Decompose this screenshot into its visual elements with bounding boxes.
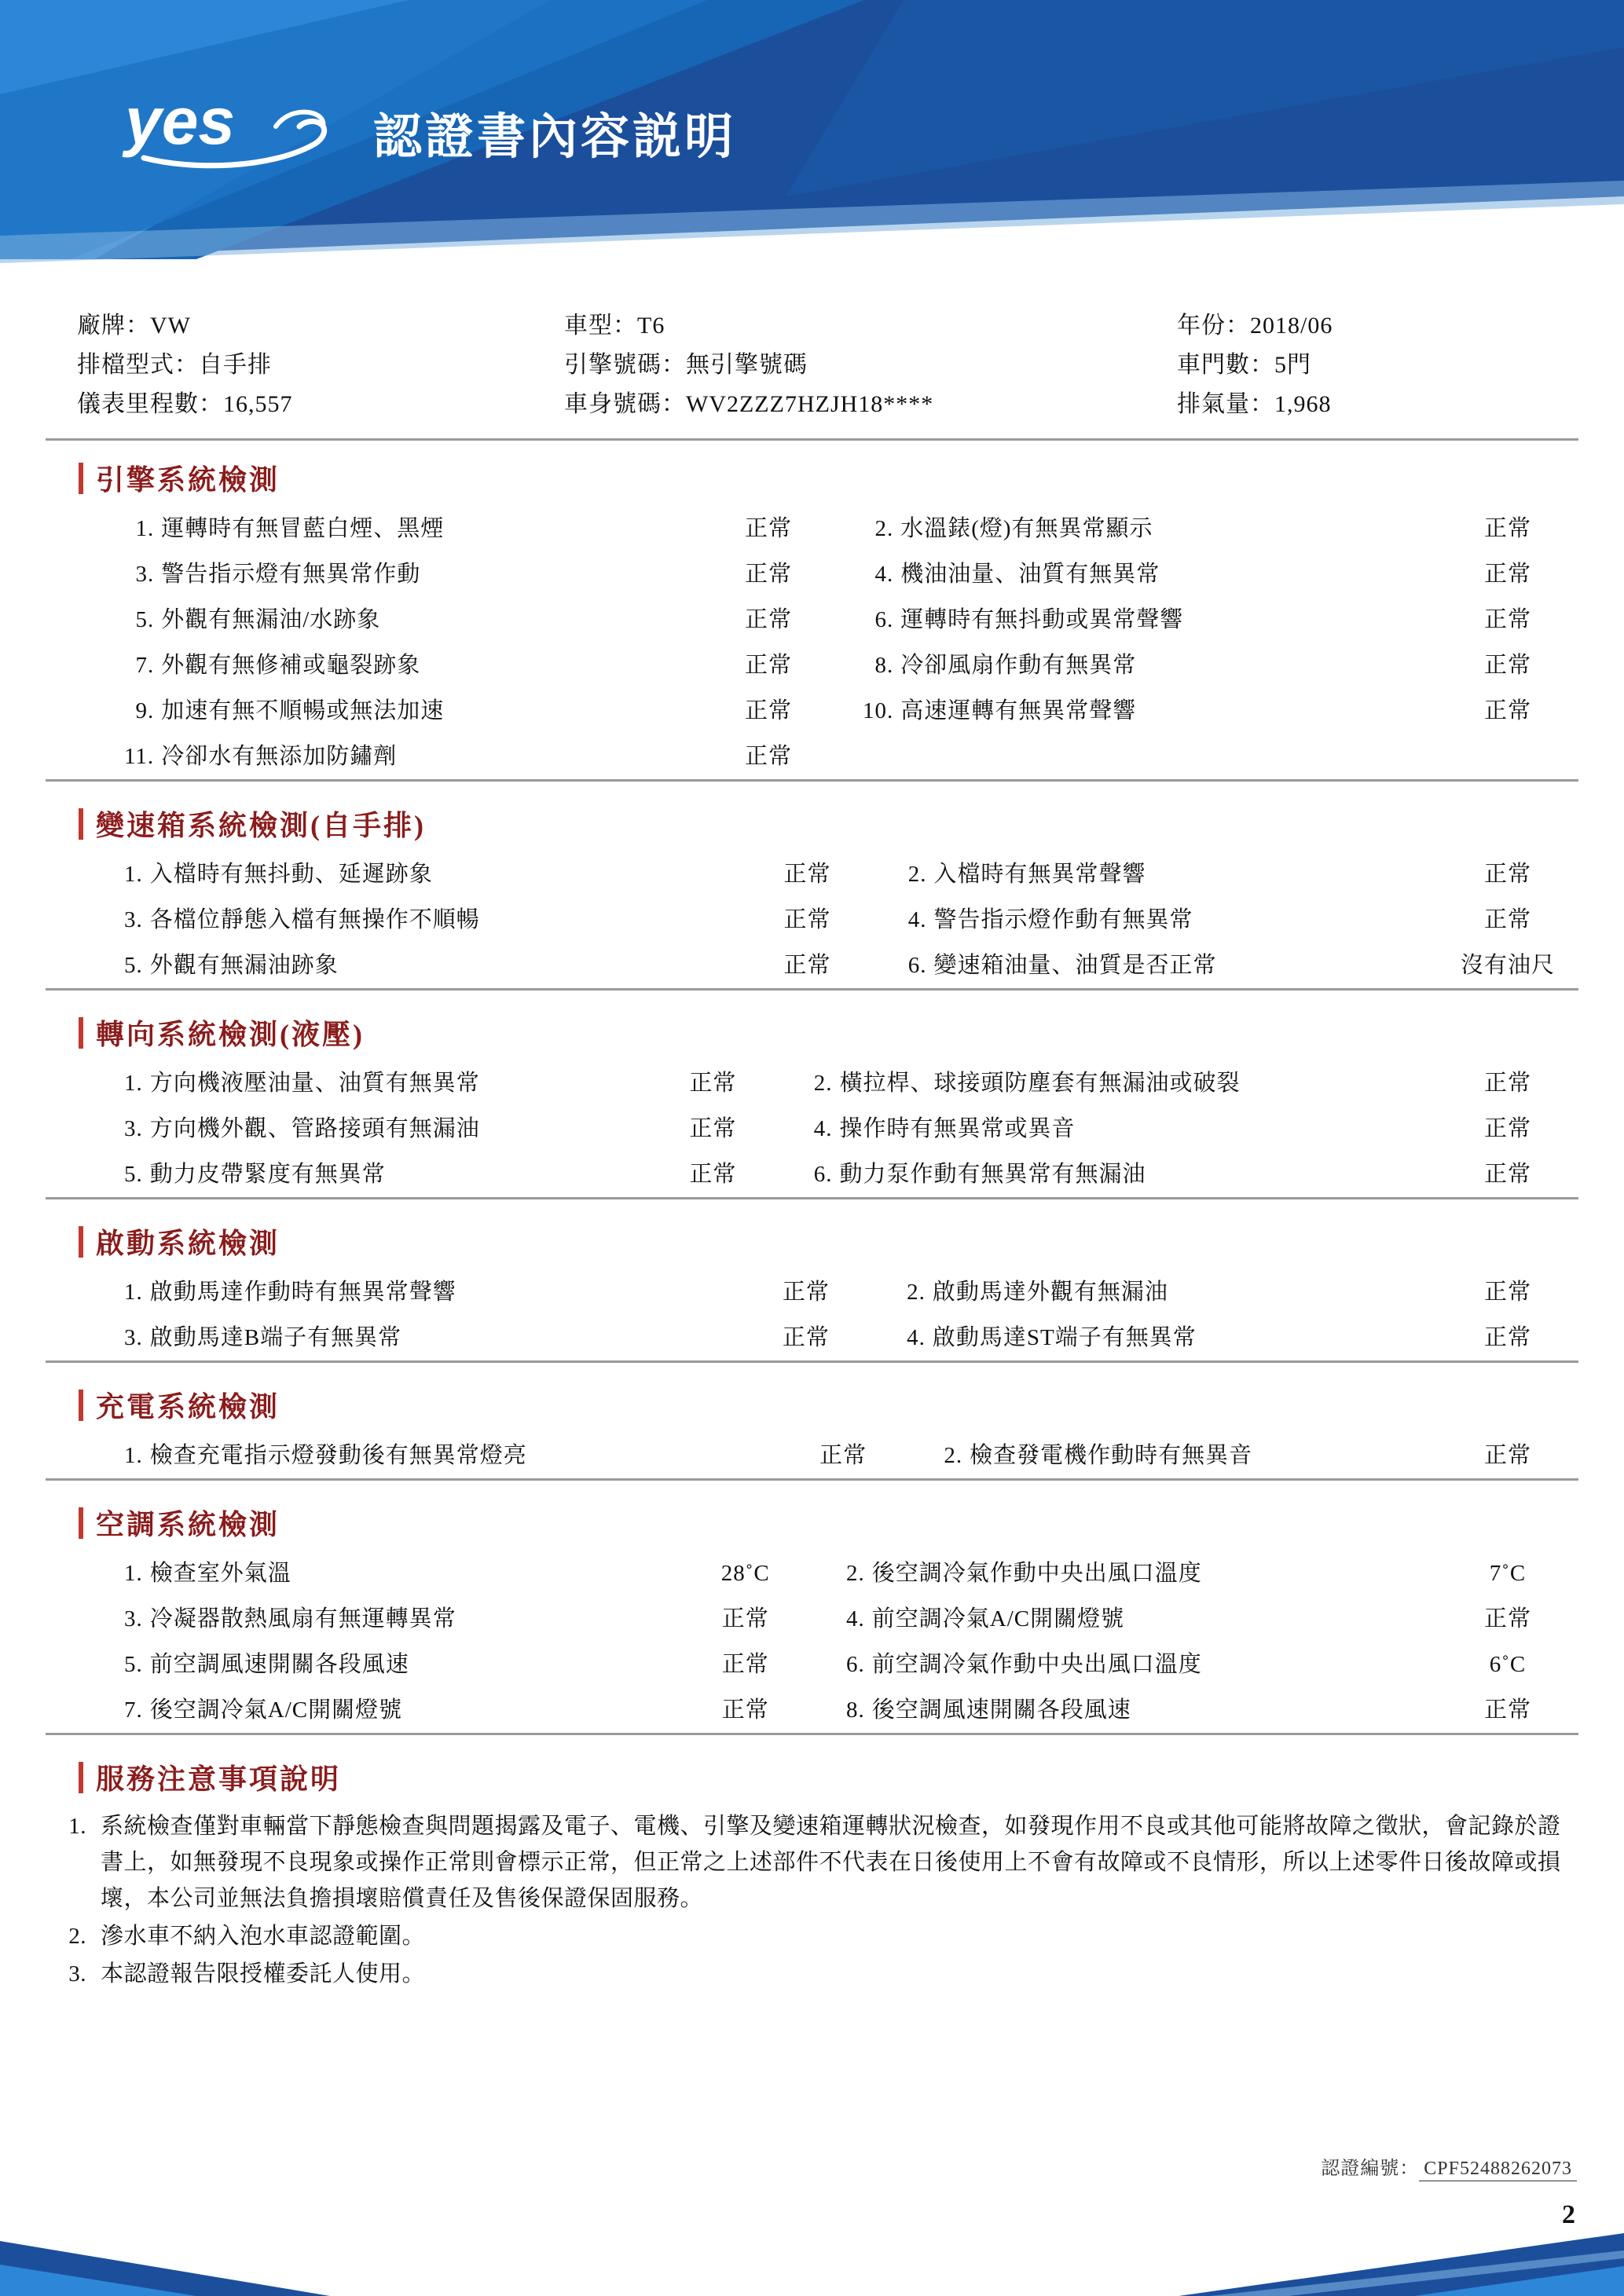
item-label: 動力皮帶緊度有無異常	[149, 1162, 386, 1187]
section-accent-bar	[79, 1017, 83, 1049]
item-value: 正常	[744, 562, 792, 587]
item-value: 正常	[1483, 1116, 1531, 1141]
section-accent-bar	[79, 1507, 83, 1539]
item-value: 正常	[744, 653, 792, 678]
item-label: 運轉時有無冒藍白煙、黑煙	[161, 516, 445, 541]
vehicle-info-displacement: 排氣量：1,968	[1177, 391, 1332, 417]
item-label: 加速有無不順暢或無法加速	[161, 698, 445, 723]
section-header-charging	[46, 1368, 1578, 1433]
section-header-aircon	[46, 1485, 1578, 1551]
list-item	[46, 1808, 1578, 1917]
item-value: 正常	[1483, 1071, 1531, 1096]
item-label: 冷卻風扇作動有無異常	[900, 653, 1137, 678]
vehicle-info-model: 車型：T6	[564, 313, 665, 339]
item-label: 啟動馬達作動時有無異常聲響	[149, 1280, 456, 1305]
item-value: 正常	[1483, 1325, 1531, 1350]
item-number: 8.	[846, 1697, 865, 1723]
item-label: 警告指示燈作動有無異常	[933, 907, 1193, 932]
item-value: 正常	[1483, 653, 1531, 678]
item-label: 運轉時有無抖動或異常聲響	[900, 607, 1184, 632]
item-number: 3.	[135, 562, 155, 587]
yes-logo	[122, 82, 350, 177]
item-label: 啟動馬達外觀有無漏油	[932, 1280, 1168, 1305]
item-value: 正常	[689, 1116, 737, 1141]
item-value: 正常	[1483, 907, 1531, 932]
table-row	[46, 897, 1578, 943]
note-text: 系統檢查僅對車輛當下靜態檢查與問題揭露及電子、電機、引擎及變速箱運轉狀況檢查，如發現作用不良或其他可能將故障之徵狀，會記錄於證書上，如無發現不良現象或操作正常則會標示正常，但正常之上述部件不代表在日後使用上不會有故障或不良情形，所以上述零件日後故障或損壞，本公司並無法負擔損壞賠償責任及售後保證保固服務。	[101, 1814, 1561, 1911]
table-row	[46, 551, 1578, 597]
vehicle-info	[46, 291, 1578, 441]
item-value: 正常	[1483, 862, 1531, 887]
item-value: 正常	[744, 516, 792, 541]
item-label: 檢查發電機作動時有無異音	[970, 1443, 1253, 1468]
section-header-starter	[46, 1204, 1578, 1269]
section-accent-bar	[79, 808, 83, 840]
item-label: 各檔位靜態入檔有無操作不順暢	[149, 907, 480, 932]
item-number: 1.	[124, 862, 143, 887]
document-body	[0, 291, 1624, 1994]
item-value: 正常	[744, 698, 792, 723]
certificate-number-label: 認證編號：	[1321, 2159, 1420, 2179]
item-label: 前空調風速開關各段風速	[149, 1652, 409, 1677]
vehicle-info-mileage: 儀表里程數：16,557	[77, 391, 293, 417]
document-title: 認證書內容説明	[373, 107, 737, 165]
item-value: 正常	[721, 1606, 769, 1631]
item-label: 後空調冷氣作動中央出風口溫度	[871, 1561, 1202, 1586]
item-value: 正常	[1483, 698, 1531, 723]
item-number: 8.	[874, 653, 894, 678]
item-label: 方向機液壓油量、油質有無異常	[149, 1071, 480, 1096]
list-item	[46, 1956, 1578, 1992]
item-label: 入檔時有無異常聲響	[933, 862, 1146, 887]
section-title-charging: 充電系統檢測	[96, 1391, 280, 1423]
table-row	[46, 688, 1578, 734]
vehicle-info-col-2	[564, 306, 1177, 424]
section-title-engine: 引擎系統檢測	[96, 464, 280, 496]
item-label: 冷凝器散熱風扇有無運轉異常	[149, 1606, 456, 1631]
item-value: 正常	[1483, 1443, 1531, 1468]
item-number: 2.	[907, 862, 927, 887]
item-value: 正常	[783, 862, 831, 887]
section-title-aircon: 空調系統檢測	[96, 1509, 280, 1540]
item-value: 正常	[721, 1652, 769, 1677]
item-value: 正常	[1483, 1280, 1531, 1305]
item-value: 正常	[782, 1280, 830, 1305]
item-number	[839, 734, 900, 781]
item-value: 正常	[1483, 1606, 1531, 1631]
table-row	[46, 506, 1578, 551]
section-accent-bar	[79, 463, 83, 494]
item-value: 正常	[782, 1325, 830, 1350]
item-label: 動力泵作動有無異常有無漏油	[839, 1162, 1146, 1187]
table-row	[46, 1687, 1578, 1734]
table-row	[46, 851, 1578, 897]
item-number: 5.	[124, 1162, 143, 1187]
item-number: 5.	[135, 607, 155, 632]
note-number: 2.	[68, 1924, 86, 1949]
brand-lockup	[122, 75, 907, 185]
table-row	[46, 1642, 1578, 1687]
item-label	[900, 734, 1437, 781]
item-value: 正常	[744, 607, 792, 632]
table-row	[46, 597, 1578, 643]
item-value: 正常	[1483, 516, 1531, 541]
item-label: 機油油量、油質有無異常	[900, 562, 1160, 587]
item-number: 2.	[907, 1280, 926, 1305]
items-table-steering	[46, 1060, 1578, 1199]
item-number: 3.	[124, 907, 143, 932]
item-value: 正常	[744, 744, 792, 769]
item-number: 11.	[124, 744, 155, 769]
item-value: 正常	[783, 953, 831, 978]
item-label: 後空調風速開關各段風速	[871, 1697, 1131, 1723]
note-text: 滲水車不納入泡水車認證範圍。	[101, 1924, 426, 1949]
section-title-steering: 轉向系統檢測(液壓)	[96, 1019, 365, 1050]
section-title-transmission: 變速箱系統檢測(自手排)	[96, 810, 426, 841]
items-table-aircon	[46, 1551, 1578, 1735]
table-row	[46, 1315, 1578, 1362]
section-accent-bar	[79, 1390, 83, 1421]
item-label: 操作時有無異常或異音	[839, 1116, 1076, 1141]
table-row	[46, 1269, 1578, 1315]
item-number: 4.	[813, 1116, 833, 1141]
certificate-number-value: CPF52488262073	[1419, 2159, 1577, 2181]
certificate-number	[1321, 2152, 1577, 2180]
table-row	[46, 1596, 1578, 1642]
items-table-starter	[46, 1269, 1578, 1363]
item-number: 4.	[846, 1606, 865, 1631]
vehicle-info-year: 年份：2018/06	[1177, 313, 1333, 339]
items-table-charging	[46, 1433, 1578, 1481]
item-number: 1.	[124, 1443, 143, 1468]
note-number: 3.	[68, 1961, 86, 1987]
item-number: 2.	[944, 1443, 963, 1468]
section-title-starter: 啟動系統檢測	[96, 1228, 280, 1259]
svg-text:yes: yes	[125, 84, 236, 158]
items-table-engine	[46, 506, 1578, 782]
table-row	[46, 1551, 1578, 1596]
vehicle-info-vin: 車身號碼：WV2ZZZ7HZJH18****	[564, 391, 934, 417]
vehicle-info-col-3	[1177, 306, 1547, 424]
item-number: 6.	[846, 1652, 865, 1677]
vehicle-info-doors: 車門數：5門	[1177, 352, 1311, 378]
item-value: 正常	[1483, 607, 1531, 632]
note-number: 1.	[68, 1814, 86, 1839]
item-number: 4.	[874, 562, 894, 587]
item-value	[1437, 734, 1578, 781]
footer-graphic	[0, 2210, 1624, 2296]
table-row	[46, 1106, 1578, 1152]
item-number: 5.	[124, 1652, 143, 1677]
section-accent-bar	[79, 1226, 83, 1258]
page-footer	[0, 2210, 1624, 2296]
item-label: 後空調冷氣A/C開關燈號	[149, 1697, 403, 1723]
item-value: 7˚C	[1489, 1561, 1527, 1586]
item-number: 5.	[124, 953, 143, 978]
table-row	[46, 734, 1578, 781]
table-row	[46, 643, 1578, 688]
item-label: 外觀有無修補或龜裂跡象	[161, 653, 421, 678]
item-number: 3.	[124, 1116, 143, 1141]
item-label: 警告指示燈有無異常作動	[161, 562, 421, 587]
item-label: 啟動馬達B端子有無異常	[149, 1325, 402, 1350]
table-row	[46, 1060, 1578, 1106]
item-value: 正常	[689, 1071, 737, 1096]
item-label: 外觀有無漏油跡象	[149, 953, 339, 978]
section-header-notes	[46, 1740, 1578, 1805]
item-value: 正常	[1483, 562, 1531, 587]
item-label: 高速運轉有無異常聲響	[900, 698, 1137, 723]
note-text: 本認證報告限授權委託人使用。	[101, 1961, 426, 1987]
item-value: 正常	[689, 1162, 737, 1187]
item-number: 4.	[907, 907, 927, 932]
section-header-steering	[46, 995, 1578, 1060]
yes-logo-icon	[122, 82, 350, 177]
item-number: 10.	[862, 698, 894, 723]
section-header-transmission	[46, 786, 1578, 851]
item-number: 6.	[813, 1162, 833, 1187]
page-number: 2	[1562, 2200, 1575, 2229]
item-label: 檢查室外氣溫	[149, 1561, 291, 1586]
item-number: 1.	[135, 516, 155, 541]
item-label: 水溫錶(燈)有無異常顯示	[900, 516, 1153, 541]
notes-list	[46, 1808, 1578, 1992]
vehicle-info-col-1	[77, 306, 564, 424]
table-row	[46, 1433, 1578, 1480]
item-value: 正常	[783, 907, 831, 932]
section-header-engine	[46, 441, 1578, 506]
item-number: 2.	[874, 516, 894, 541]
item-label: 啟動馬達ST端子有無異常	[932, 1325, 1197, 1350]
item-number: 1.	[124, 1280, 143, 1305]
item-label: 前空調冷氣A/C開關燈號	[871, 1606, 1125, 1631]
item-number: 1.	[124, 1071, 143, 1096]
vehicle-info-brand: 廠牌：VW	[77, 313, 191, 339]
vehicle-info-engine-no: 引擎號碼：無引擎號碼	[564, 352, 808, 378]
item-label: 變速箱油量、油質是否正常	[933, 953, 1217, 978]
item-label: 前空調冷氣作動中央出風口溫度	[871, 1652, 1202, 1677]
item-number: 6.	[874, 607, 894, 632]
item-value: 沒有油尺	[1460, 953, 1555, 978]
item-value: 正常	[1483, 1697, 1531, 1723]
item-number: 3.	[124, 1606, 143, 1631]
item-label: 冷卻水有無添加防鏽劑	[161, 744, 398, 769]
item-label: 橫拉桿、球接頭防塵套有無漏油或破裂	[839, 1071, 1241, 1096]
item-number: 2.	[846, 1561, 865, 1586]
item-number: 9.	[135, 698, 155, 723]
item-number: 6.	[907, 953, 927, 978]
page-header	[0, 0, 1624, 291]
item-label: 入檔時有無抖動、延遲跡象	[149, 862, 433, 887]
item-number: 7.	[135, 653, 155, 678]
section-accent-bar	[79, 1762, 83, 1793]
vehicle-info-transmission: 排檔型式：自手排	[77, 352, 272, 378]
table-row	[46, 1152, 1578, 1199]
item-label: 方向機外觀、管路接頭有無漏油	[149, 1116, 480, 1141]
list-item	[46, 1918, 1578, 1954]
table-row	[46, 943, 1578, 990]
section-title-notes: 服務注意事項說明	[96, 1763, 342, 1795]
item-number: 3.	[124, 1325, 143, 1350]
item-value: 正常	[1483, 1162, 1531, 1187]
item-value: 6˚C	[1489, 1652, 1527, 1677]
item-value: 正常	[819, 1443, 867, 1468]
item-label: 檢查充電指示燈發動後有無異常燈亮	[149, 1443, 527, 1468]
item-value: 正常	[721, 1697, 769, 1723]
item-number: 4.	[907, 1325, 926, 1350]
item-label: 外觀有無漏油/水跡象	[161, 607, 381, 632]
items-table-transmission	[46, 851, 1578, 991]
item-value: 28˚C	[720, 1561, 770, 1586]
item-number: 7.	[124, 1697, 143, 1723]
item-number: 2.	[813, 1071, 833, 1096]
item-number: 1.	[124, 1561, 143, 1586]
